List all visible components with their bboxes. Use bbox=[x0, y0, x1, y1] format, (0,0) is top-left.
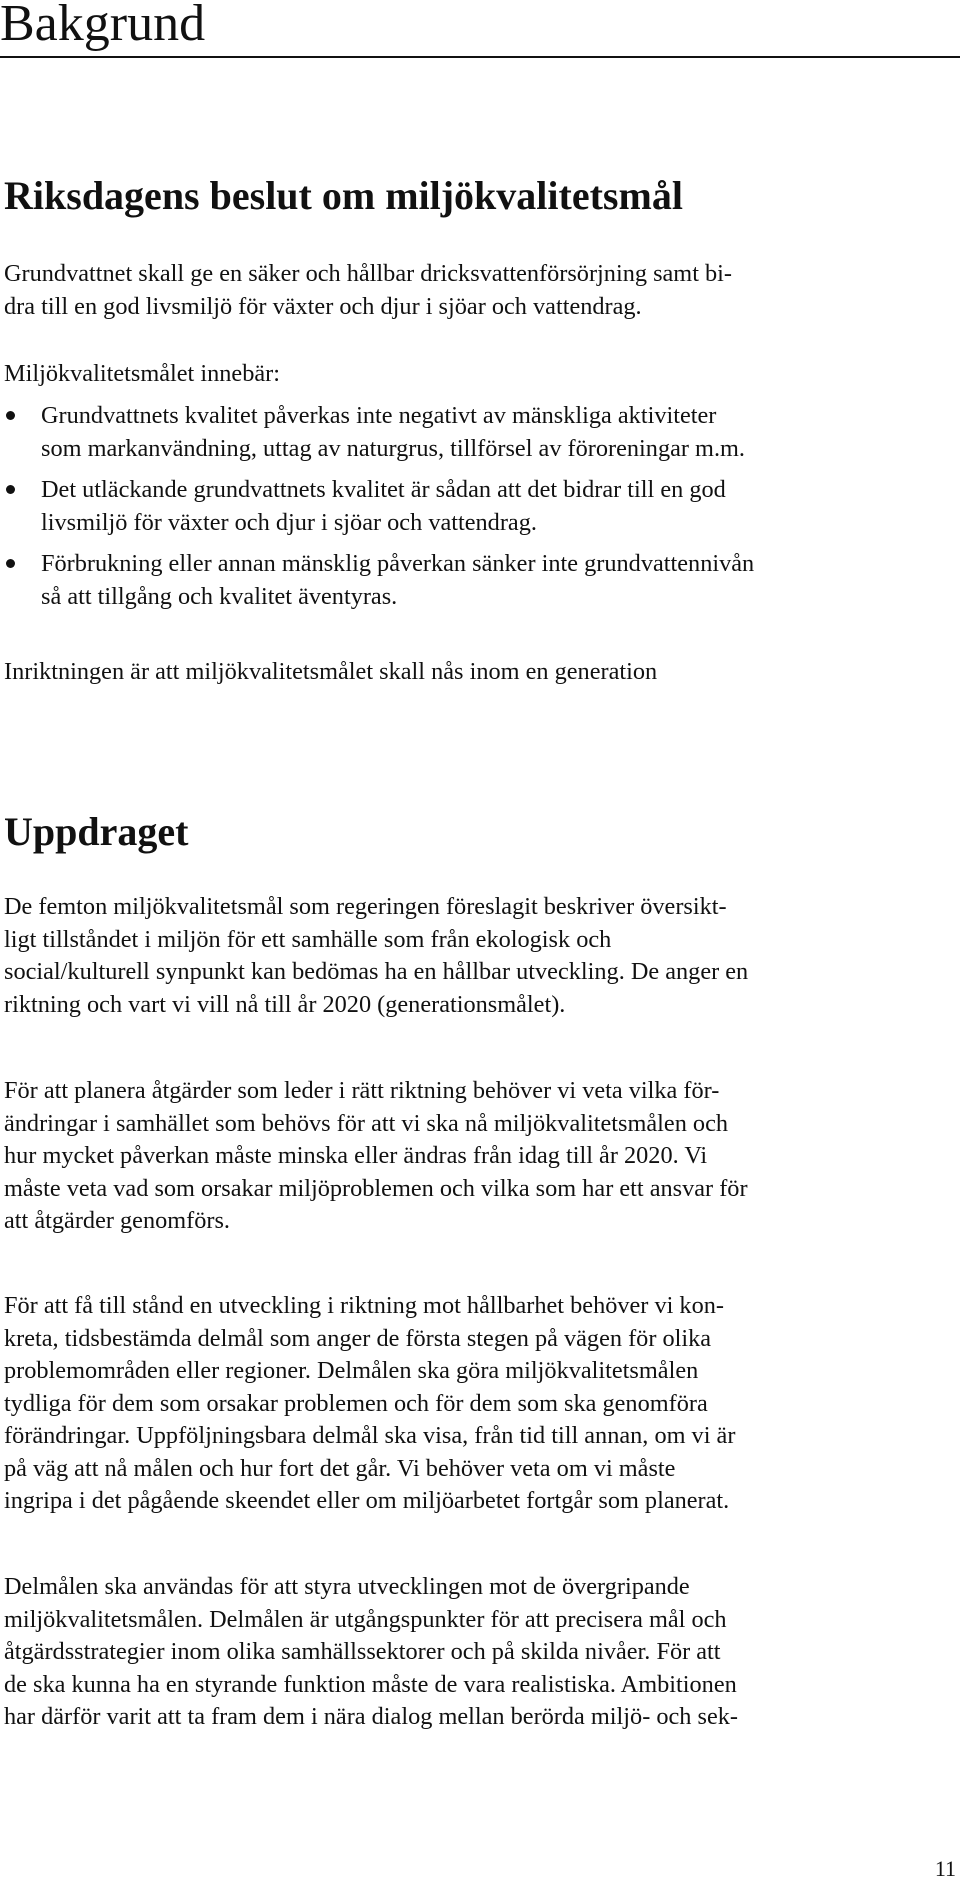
page-number: 11 bbox=[934, 1856, 956, 1881]
text-line: förändringar. Uppföljningsbara delmål ska visa, från tid till annan, om vi är bbox=[4, 1422, 736, 1449]
paragraph bbox=[4, 891, 956, 1021]
text-line: riktning och vart vi vill nå till år 2020 (generationsmålet). bbox=[4, 990, 566, 1018]
text-line: hur mycket påverkan måste minska eller ändras från idag till år 2020. Vi bbox=[4, 1142, 708, 1169]
text-line: För att planera åtgärder som leder i rätt riktning behöver vi veta vilka för- bbox=[4, 1077, 720, 1104]
bullet-icon bbox=[6, 411, 15, 420]
text-line: De femton miljökvalitetsmål som regeringen föreslagit beskriver översikt- bbox=[4, 893, 727, 920]
section-heading-riksdagens-beslut: Riksdagens beslut om miljökvalitetsmål bbox=[4, 173, 683, 218]
text-line: dra till en god livsmiljö för växter och djur i sjöar och vattendrag. bbox=[4, 292, 642, 320]
text-line: problemområden eller regioner. Delmålen ska göra miljökvalitetsmålen bbox=[4, 1357, 699, 1384]
paragraph bbox=[4, 1571, 956, 1734]
text-line: miljökvalitetsmålen. Delmålen är utgångspunkter för att precisera mål och bbox=[4, 1605, 727, 1633]
text-line: social/kulturell synpunkt kan bedömas ha en hållbar utveckling. De anger en bbox=[4, 958, 749, 985]
text-line: på väg att nå målen och hur fort det går. Vi behöver veta om vi måste bbox=[4, 1454, 676, 1482]
section-heading-uppdraget: Uppdraget bbox=[4, 809, 189, 854]
paragraph bbox=[4, 1290, 956, 1518]
list-intro: Miljökvalitetsmålet innebär: bbox=[4, 360, 280, 387]
bullet-icon bbox=[6, 559, 15, 568]
text-line: Grundvattnet skall ge en säker och hållbar dricksvattenförsörjning samt bi- bbox=[4, 260, 733, 287]
text-line: ligt tillståndet i miljön för ett samhälle som från ekologisk och bbox=[4, 925, 612, 953]
text-line: måste veta vad som orsakar miljöproblemen och vilka som har ett ansvar för bbox=[4, 1174, 748, 1202]
closing-paragraph: Inriktningen är att miljökvalitetsmålet skall nås inom en generation bbox=[4, 658, 658, 685]
bullet-icon bbox=[6, 485, 15, 494]
intro-paragraph bbox=[4, 258, 956, 323]
text-line: För att få till stånd en utveckling i riktning mot hållbarhet behöver vi kon- bbox=[4, 1292, 724, 1319]
list-item: Det utläckande grundvattnets kvalitet är sådan att det bidrar till en god livsmiljö för växter och djur i sjöar och vattendrag. bbox=[4, 474, 956, 539]
goal-bullet-list bbox=[4, 400, 956, 622]
text-line: kreta, tidsbestämda delmål som anger de första stegen på vägen för olika bbox=[4, 1324, 712, 1352]
paragraph bbox=[4, 1075, 956, 1238]
chapter-title bbox=[0, 0, 960, 58]
text-line: att åtgärder genomförs. bbox=[4, 1207, 231, 1234]
list-item: Grundvattnets kvalitet påverkas inte negativt av mänskliga aktiviteter som markanvändning, uttag av naturgrus, tillförsel av föroreningar m.m. bbox=[4, 400, 956, 465]
chapter-title-text: Bakgrund bbox=[0, 0, 206, 52]
list-item: Förbrukning eller annan mänsklig påverkan sänker inte grundvattennivån så att tillgång och kvalitet äventyras. bbox=[4, 548, 956, 613]
text-line: de ska kunna ha en styrande funktion måste de vara realistiska. Ambitionen bbox=[4, 1670, 737, 1698]
text-line: tydliga för dem som orsakar problemen och för dem som ska genomföra bbox=[4, 1389, 708, 1417]
text-line: åtgärdsstrategier inom olika samhällssektorer och på skilda nivåer. För att bbox=[4, 1638, 721, 1665]
text-line: har därför varit att ta fram dem i nära dialog mellan berörda miljö- och sek- bbox=[4, 1703, 739, 1730]
text-line: ingripa i det pågående skeendet eller om miljöarbetet fortgår som planerat. bbox=[4, 1487, 730, 1514]
text-line: Delmålen ska användas för att styra utvecklingen mot de övergripande bbox=[4, 1573, 690, 1600]
text-line: ändringar i samhället som behövs för att vi ska nå miljökvalitetsmålen och bbox=[4, 1109, 729, 1137]
